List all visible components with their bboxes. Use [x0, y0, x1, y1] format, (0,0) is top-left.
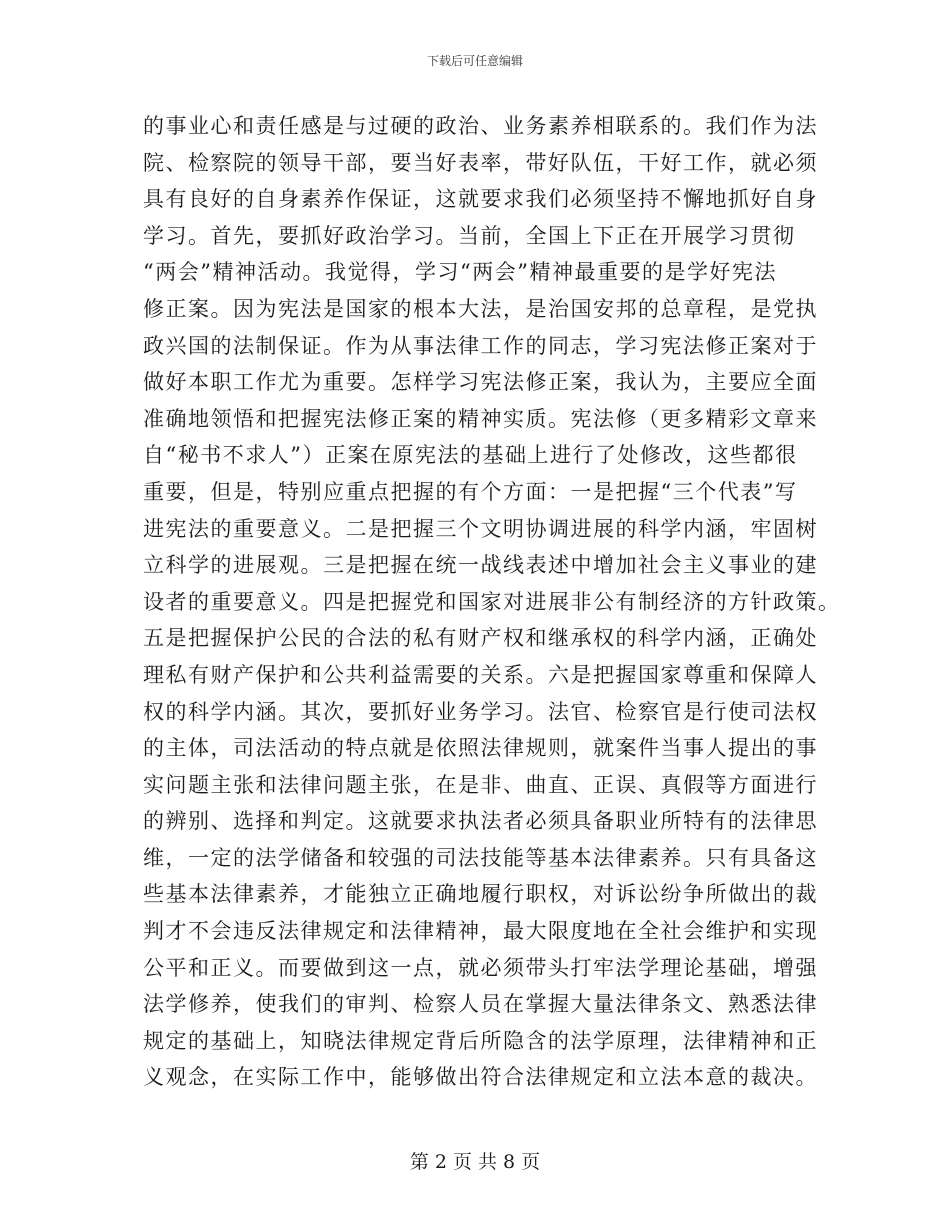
body-line: “两会”精神活动。我觉得，学习“两会”精神最重要的是学好宪法 [143, 260, 777, 285]
body-line: 权的科学内涵。其次，要抓好业务学习。法官、检察官是行使司法权 [143, 699, 818, 724]
body-line: 法学修养，使我们的审判、检察人员在掌握大量法律条文、熟悉法律 [143, 992, 818, 1017]
body-line: 重要，但是，特别应重点把握的有个方面：一是把握“三个代表”写 [143, 479, 798, 504]
body-line: 做好本职工作尤为重要。怎样学习宪法修正案，我认为，主要应全面 [143, 370, 818, 395]
body-line: 义观念，在实际工作中，能够做出符合法律规定和立法本意的裁决。 [143, 1065, 818, 1090]
body-line: 公平和正义。而要做到这一点，就必须带头打牢法学理论基础，增强 [143, 955, 818, 980]
body-line: 些基本法律素养，才能独立正确地履行职权，对诉讼纷争所做出的裁 [143, 882, 818, 907]
body-line: 五是把握保护公民的合法的私有财产权和继承权的科学内涵，正确处 [143, 626, 818, 651]
body-line: 理私有财产保护和公共利益需要的关系。六是把握国家尊重和保障人 [143, 662, 818, 687]
body-line: 政兴国的法制保证。作为从事法律工作的同志，学习宪法修正案对于 [143, 333, 818, 358]
page-header-note: 下载后可任意编辑 [426, 54, 523, 68]
body-line: 进宪法的重要意义。二是把握三个文明协调进展的科学内涵，牢固树 [143, 516, 818, 541]
document-body [143, 108, 841, 1096]
body-line: 自“秘书不求人”）正案在原宪法的基础上进行了处修改，这些都很 [143, 443, 798, 468]
page-number-footer: 第 2 页 共 8 页 [409, 1151, 541, 1173]
body-line: 的辨别、选择和判定。这就要求执法者必须具备职业所特有的法律思 [143, 809, 818, 834]
body-line: 判才不会违反法律规定和法律精神，最大限度地在全社会维护和实现 [143, 919, 818, 944]
body-line: 实问题主张和法律问题主张，在是非、曲直、正误、真假等方面进行 [143, 772, 818, 797]
body-line: 准确地领悟和把握宪法修正案的精神实质。宪法修（更多精彩文章来 [143, 406, 818, 431]
body-line: 学习。首先，要抓好政治学习。当前，全国上下正在开展学习贯彻 [143, 223, 796, 248]
body-line: 院、检察院的领导干部，要当好表率，带好队伍，干好工作，就必须 [143, 150, 818, 175]
body-line: 的事业心和责任感是与过硬的政治、业务素养相联系的。我们作为法 [143, 114, 818, 138]
body-line: 规定的基础上，知晓法律规定背后所隐含的法学原理，法律精神和正 [143, 1028, 818, 1053]
body-line: 具有良好的自身素养作保证，这就要求我们必须坚持不懈地抓好自身 [143, 187, 818, 212]
body-line: 设者的重要意义。四是把握党和国家对进展非公有制经济的方针政策。 [143, 589, 841, 614]
body-line: 修正案。因为宪法是国家的根本大法，是治国安邦的总章程，是党执 [143, 296, 818, 321]
body-line: 立科学的进展观。三是把握在统一战线表述中增加社会主义事业的建 [143, 553, 818, 578]
body-line: 的主体，司法活动的特点就是依照法律规则，就案件当事人提出的事 [143, 736, 818, 761]
body-line: 维，一定的法学储备和较强的司法技能等基本法律素养。只有具备这 [143, 845, 818, 870]
